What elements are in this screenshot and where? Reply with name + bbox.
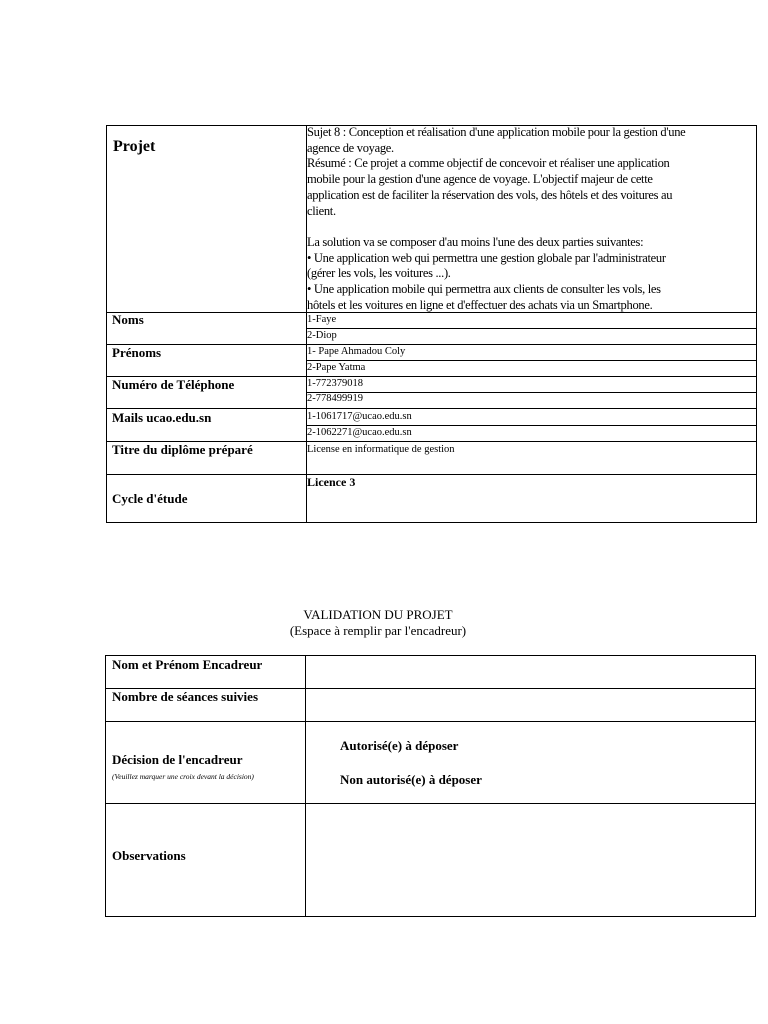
row-divider (306, 328, 756, 329)
mail-1: 1-1061717@ucao.edu.sn (307, 411, 412, 422)
observations-label: Observations (112, 848, 186, 863)
encadreur-label: Nom et Prénom Encadreur (112, 657, 263, 672)
projet-label: Projet (113, 138, 156, 155)
autorise-option[interactable]: Autorisé(e) à déposer (340, 738, 459, 753)
noms-label: Noms (112, 312, 144, 327)
diplome-value: License en informatique de gestion (307, 444, 455, 455)
row-divider (107, 344, 756, 345)
row-divider (306, 392, 756, 393)
row-divider (106, 803, 755, 804)
decision-label: Décision de l'encadreur (112, 752, 243, 767)
prenom-2: 2-Pape Yatma (307, 362, 366, 373)
row-divider (107, 474, 756, 475)
prenoms-label: Prénoms (112, 345, 162, 360)
mail-2: 2-1062271@ucao.edu.sn (307, 427, 412, 438)
cycle-value: Licence 3 (307, 475, 356, 489)
nom-2: 2-Diop (307, 330, 337, 341)
cycle-label: Cycle d'étude (112, 491, 188, 506)
row-divider (106, 721, 755, 722)
seances-label: Nombre de séances suivies (112, 689, 259, 704)
row-divider (306, 425, 756, 426)
prenom-1: 1- Pape Ahmadou Coly (307, 346, 406, 357)
projet-description: Sujet 8 : Conception et réalisation d'une application mobile pour la gestion d'une agence de voyage. Résumé : Ce projet a comme objectif de concevoir et réaliser une application mobile pour la gestion d'une agence de voyage. L'objectif majeur de cette application est de faciliter la réservation des vols, des hôtels et des voitures au client. La solution va se composer d'au moins l'une des deux parties suivantes: • Une application web qui permettra une gestion globale par l'administrateur (gérer les vols, les voitures ...). • Une application mobile qui permettra aux clients de consulter les vols, les hôtels et les voitures en ligne et d'effectuer des achats via un Smartphone. (307, 125, 686, 312)
row-divider (107, 408, 756, 409)
mails-label: Mails ucao.edu.sn (112, 410, 212, 425)
validation-title: VALIDATION DU PROJET (303, 607, 453, 622)
telephone-2: 2-778499919 (307, 393, 363, 404)
telephone-1: 1-772379018 (307, 378, 363, 389)
diplome-label: Titre du diplôme préparé (112, 442, 253, 457)
non-autorise-option[interactable]: Non autorisé(e) à déposer (340, 772, 482, 787)
column-divider (305, 656, 306, 916)
validation-subtitle: (Espace à remplir par l'encadreur) (289, 623, 467, 638)
telephone-label: Numéro de Téléphone (112, 377, 235, 392)
nom-1: 1-Faye (307, 314, 337, 325)
decision-note: (Veuillez marquer une croix devant la décision) (112, 772, 254, 781)
row-divider (306, 360, 756, 361)
